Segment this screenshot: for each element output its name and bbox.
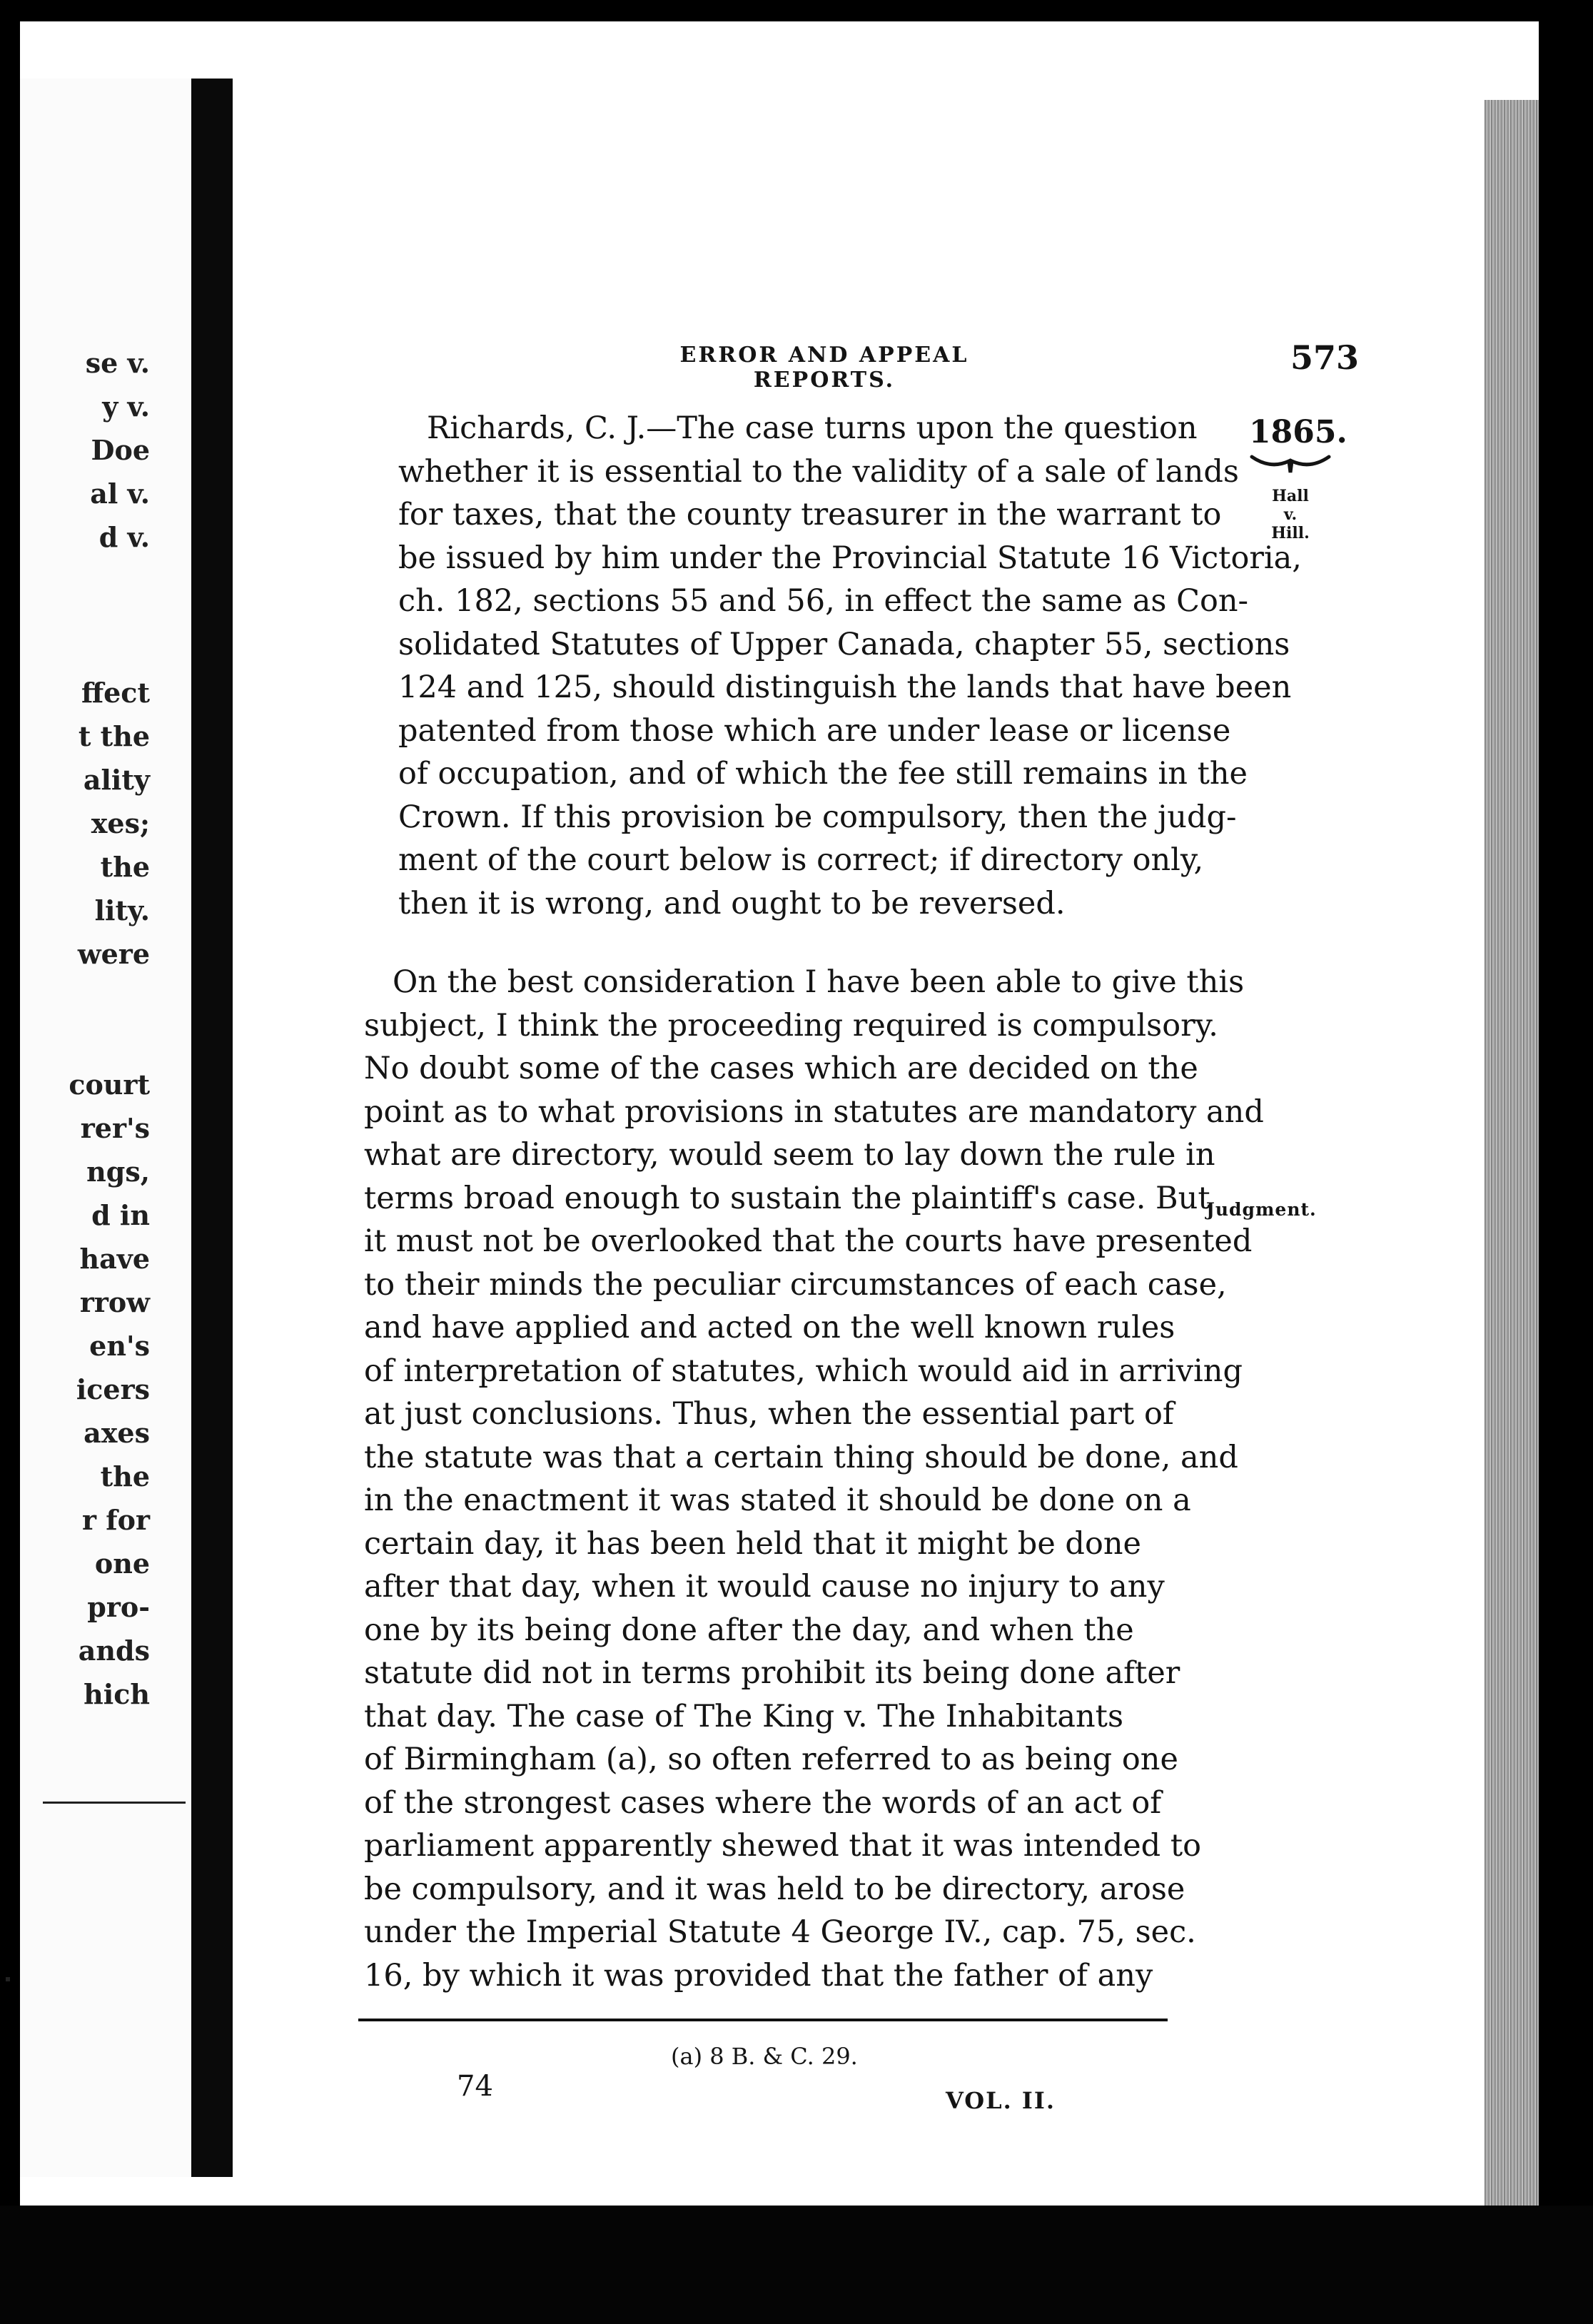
text-line: it must not be overlooked that the courts have presented [364,1223,1253,1259]
facing-line: ands [78,1635,150,1667]
case-name-line: Hall [1272,487,1309,505]
text-line: and have applied and acted on the well known rules [364,1310,1175,1345]
margin-case-name [1249,487,1332,542]
text-line: one by its being done after the day, and when the [364,1612,1134,1648]
scan-border-bottom [0,2206,1593,2324]
facing-line [14,1019,150,1063]
footnote: (a) 8 B. & C. 29. [671,2043,858,2070]
facing-line: lity. [94,894,150,926]
text-line: solidated Statutes of Upper Canada, chapter 55, sections [398,626,1290,662]
facing-line: al v. [90,478,150,510]
running-title: ERROR AND APPEAL REPORTS. [679,343,969,393]
facing-line: Doe [91,434,150,466]
text-line: Crown. If this provision be compulsory, then the judg- [398,799,1237,835]
facing-line: pro- [87,1591,150,1623]
facing-line: rrow [79,1286,150,1318]
text-line: of the strongest cases where the words of an act of [364,1784,1162,1821]
case-name-line: Hill. [1271,524,1310,542]
facing-page-rule [43,1802,186,1804]
facing-line: one [94,1547,150,1580]
page-edges [1485,100,1539,2206]
text-line: patented from those which are under lease or license [398,712,1231,749]
facing-line: have [79,1243,150,1275]
facing-line: t the [78,720,150,752]
facing-line [14,976,150,1019]
facing-line: were [77,938,150,970]
facing-page-lower-text [14,671,150,1716]
text-line: ment of the court below is correct; if directory only, [398,842,1204,878]
facing-line: ality [83,764,150,796]
facing-line: icers [76,1373,150,1405]
text-line: be issued by him under the Provincial Statute 16 Victoria, [398,540,1302,576]
margin-year: 1865. [1249,414,1347,450]
text-line: after that day, when it would cause no injury to any [364,1569,1165,1605]
facing-line: the [100,1460,150,1492]
margin-judgment-label: Judgment. [1206,1199,1317,1220]
facing-line: en's [89,1330,150,1362]
text-line: then it is wrong, and ought to be reversed. [398,885,1066,921]
facing-line: ngs, [86,1156,150,1188]
facing-line: axes [84,1417,150,1449]
text-line: Richards, C. J.—The case turns upon the question [427,410,1198,446]
facing-line: rer's [80,1112,150,1144]
facing-line: r for [82,1504,150,1536]
text-line: ch. 182, sections 55 and 56, in effect the same as Con- [398,583,1249,619]
text-line: 124 and 125, should distinguish the lands that have been [398,670,1292,705]
facing-line: y v. [102,390,150,423]
text-line: of Birmingham (a), so often referred to as being one [364,1742,1178,1777]
text-line: of interpretation of statutes, which would aid in arriving [364,1353,1243,1389]
scan-border-top [0,0,1593,21]
facing-line: xes; [91,807,150,839]
text-line: that day. The case of The King v. The Inhabitants [364,1698,1124,1734]
text-line: whether it is essential to the validity of a sale of lands [398,453,1239,490]
facing-line: ffect [81,677,150,709]
facing-line: the [100,851,150,883]
facing-page-mark [6,1977,10,1981]
text-line: under the Imperial Statute 4 George IV., cap. 75, sec. [364,1914,1196,1950]
facing-page-upper-text [14,341,150,559]
text-line: statute did not in terms prohibit its being done after [364,1655,1180,1691]
text-line: at just conclusions. Thus, when the essential part of [364,1396,1174,1432]
text-line: parliament apparently shewed that it was intended to [364,1828,1202,1864]
text-line: certain day, it has been held that it might be done [364,1525,1141,1562]
scan-border-right [1539,0,1593,2324]
brace-icon [1249,454,1332,475]
text-line: in the enactment it was stated it should be done on a [364,1482,1191,1518]
printer-signature: 74 [457,2070,493,2103]
text-line: the statute was that a certain thing should be done, and [364,1439,1238,1475]
facing-line: court [69,1068,150,1101]
page-number: 573 [1290,338,1360,377]
text-line: terms broad enough to sustain the plaintiff's case. But [364,1180,1210,1216]
facing-line: hich [84,1678,150,1710]
text-line: to their minds the peculiar circumstances of each case, [364,1266,1227,1303]
book-gutter [191,79,233,2177]
facing-line: d v. [98,521,150,553]
text-line: 16, by which it was provided that the father of any [364,1957,1153,1994]
text-line: be compulsory, and it was held to be directory, arose [364,1871,1185,1907]
text-line: subject, I think the proceeding required is compulsory. [364,1007,1218,1044]
text-line: what are directory, would seem to lay down the rule in [364,1137,1215,1173]
text-line: point as to what provisions in statutes are mandatory and [364,1093,1264,1130]
footnote-rule [358,2019,1168,2021]
text-line: of occupation, and of which the fee still remains in the [398,756,1248,792]
facing-line: d in [91,1199,150,1231]
text-line: On the best consideration I have been able to give this [393,964,1245,1000]
text-line: for taxes, that the county treasurer in the warrant to [398,497,1222,532]
case-name-line: v. [1283,505,1298,524]
facing-line: se v. [85,347,150,379]
volume-label: VOL. II. [946,2087,1056,2114]
text-line: No doubt some of the cases which are decided on the [364,1051,1198,1086]
